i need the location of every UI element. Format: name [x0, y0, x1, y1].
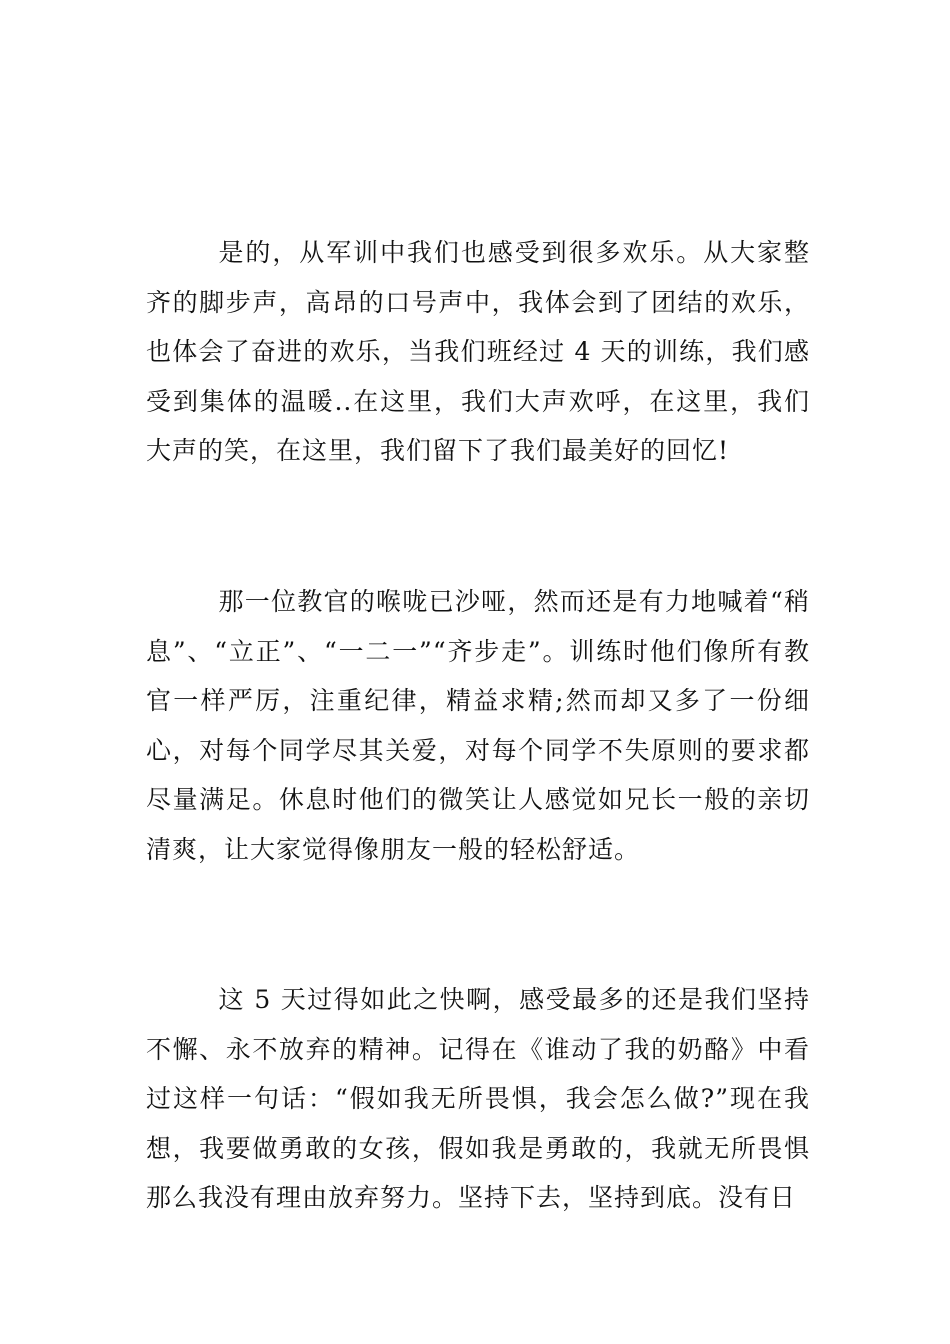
paragraph-3: 这 5 天过得如此之快啊，感受最多的还是我们坚持不懈、永不放弃的精神。记得在《谁动了我的奶酪》中看过这样一句话：“假如我无所畏惧，我会怎么做?”现在我想，我要做勇敢的女孩，假如我是勇敢的，我就无所畏惧那么我没有理由放弃努力。坚持下去，坚持到底。没有日: [146, 985, 810, 1212]
paragraph-2: 那一位教官的喉咙已沙哑，然而还是有力地喊着“稍息”、“立正”、“一二一”“齐步走”。训练时他们像所有教官一样严厉，注重纪律，精益求精;然而却又多了一份细心，对每个同学尽其关爱，对每个同学不失原则的要求都尽量满足。休息时他们的微笑让人感觉如兄长一般的亲切清爽，让大家觉得像朋友一般的轻松舒适。: [146, 587, 810, 864]
paragraph-1: 是的，从军训中我们也感受到很多欢乐。从大家整齐的脚步声，高昂的口号声中，我体会到了团结的欢乐，也体会了奋进的欢乐，当我们班经过 4 天的训练，我们感受到集体的温暖..在这里，我们大声欢呼，在这里，我们大声的笑，在这里，我们留下了我们最美好的回忆!: [146, 238, 810, 465]
